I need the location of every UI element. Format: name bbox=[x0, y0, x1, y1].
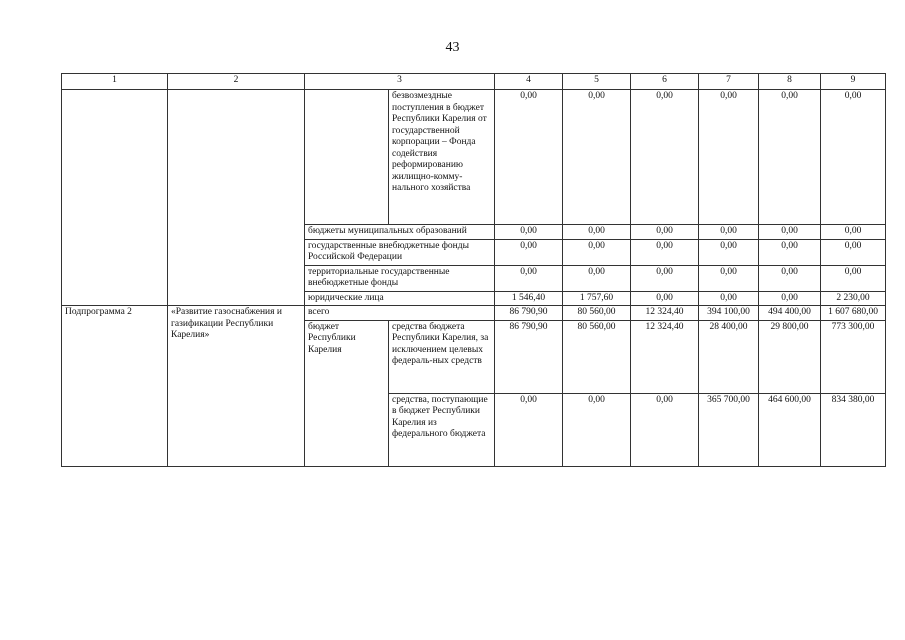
table-row bbox=[62, 306, 886, 321]
value-cell: 0,00 bbox=[631, 90, 699, 225]
source-label: юридические лица bbox=[305, 291, 495, 306]
value-cell: 0,00 bbox=[563, 225, 631, 240]
total-label: всего bbox=[305, 306, 495, 321]
value-cell: 29 800,00 bbox=[759, 320, 821, 393]
column-header: 9 bbox=[821, 74, 886, 90]
value-cell: 1 607 680,00 bbox=[821, 306, 886, 321]
value-cell: 0,00 bbox=[495, 239, 563, 265]
column-header: 7 bbox=[699, 74, 759, 90]
value-cell: 0,00 bbox=[631, 393, 699, 466]
source-label: бюджеты муниципальных образований bbox=[305, 225, 495, 240]
value-cell: 80 560,00 bbox=[563, 320, 631, 393]
value-cell: 12 324,40 bbox=[631, 320, 699, 393]
value-cell: 86 790,90 bbox=[495, 306, 563, 321]
value-cell: 494 400,00 bbox=[759, 306, 821, 321]
source-label: средства, поступающие в бюджет Республики Карелия из федерального бюджета bbox=[389, 393, 495, 466]
subprogram-code: Подпрограмма 2 bbox=[62, 306, 168, 467]
column-header: 2 bbox=[168, 74, 305, 90]
value-cell: 0,00 bbox=[699, 239, 759, 265]
value-cell: 2 230,00 bbox=[821, 291, 886, 306]
empty-cell bbox=[305, 90, 389, 225]
value-cell: 1 757,60 bbox=[563, 291, 631, 306]
column-header: 5 bbox=[563, 74, 631, 90]
source-label: территориальные государственные внебюджетные фонды bbox=[305, 265, 495, 291]
column-header: 4 bbox=[495, 74, 563, 90]
value-cell: 0,00 bbox=[563, 239, 631, 265]
value-cell: 0,00 bbox=[631, 239, 699, 265]
value-cell: 28 400,00 bbox=[699, 320, 759, 393]
empty-cell bbox=[168, 90, 305, 306]
value-cell: 0,00 bbox=[759, 90, 821, 225]
value-cell: 0,00 bbox=[759, 225, 821, 240]
value-cell: 0,00 bbox=[563, 90, 631, 225]
column-header: 1 bbox=[62, 74, 168, 90]
value-cell: 0,00 bbox=[759, 265, 821, 291]
value-cell: 0,00 bbox=[699, 291, 759, 306]
value-cell: 0,00 bbox=[495, 265, 563, 291]
source-label: средства бюджета Республики Карелия, за исключением целевых федераль-ных средств bbox=[389, 320, 495, 393]
value-cell: 80 560,00 bbox=[563, 306, 631, 321]
value-cell: 12 324,40 bbox=[631, 306, 699, 321]
source-label: государственные внебюджетные фонды Российской Федерации bbox=[305, 239, 495, 265]
value-cell: 365 700,00 bbox=[699, 393, 759, 466]
value-cell: 0,00 bbox=[495, 90, 563, 225]
financing-table bbox=[61, 73, 886, 467]
value-cell: 773 300,00 bbox=[821, 320, 886, 393]
value-cell: 0,00 bbox=[631, 225, 699, 240]
page-number: 43 bbox=[445, 40, 460, 55]
column-header: 6 bbox=[631, 74, 699, 90]
value-cell: 86 790,90 bbox=[495, 320, 563, 393]
column-header: 8 bbox=[759, 74, 821, 90]
column-header: 3 bbox=[305, 74, 495, 90]
value-cell: 0,00 bbox=[821, 239, 886, 265]
value-cell: 0,00 bbox=[821, 265, 886, 291]
value-cell: 0,00 bbox=[699, 225, 759, 240]
value-cell: 1 546,40 bbox=[495, 291, 563, 306]
value-cell: 0,00 bbox=[631, 291, 699, 306]
empty-cell bbox=[62, 90, 168, 306]
value-cell: 0,00 bbox=[821, 90, 886, 225]
value-cell: 0,00 bbox=[821, 225, 886, 240]
source-label: безвозмездные поступления в бюджет Республики Карелия от государственной корпорации – Фонда содействия реформированию жилищно-комму-нального хозяйства bbox=[389, 90, 495, 225]
value-cell: 0,00 bbox=[631, 265, 699, 291]
value-cell: 0,00 bbox=[495, 225, 563, 240]
budget-label: бюджет Республики Карелия bbox=[305, 320, 389, 466]
value-cell: 0,00 bbox=[563, 265, 631, 291]
table-row bbox=[62, 90, 886, 225]
value-cell: 394 100,00 bbox=[699, 306, 759, 321]
value-cell: 0,00 bbox=[759, 291, 821, 306]
value-cell: 464 600,00 bbox=[759, 393, 821, 466]
table-header-row bbox=[62, 74, 886, 90]
value-cell: 0,00 bbox=[699, 265, 759, 291]
value-cell: 0,00 bbox=[495, 393, 563, 466]
value-cell: 0,00 bbox=[699, 90, 759, 225]
value-cell: 834 380,00 bbox=[821, 393, 886, 466]
value-cell: 0,00 bbox=[563, 393, 631, 466]
value-cell: 0,00 bbox=[759, 239, 821, 265]
subprogram-name: «Развитие газоснабжения и газификации Республики Карелия» bbox=[168, 306, 305, 467]
